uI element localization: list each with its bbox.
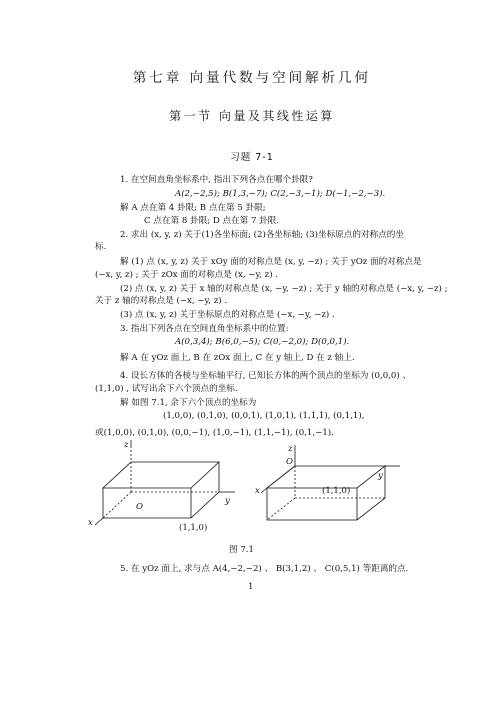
section-title: 第一节 向量及其线性运算: [169, 109, 335, 123]
q4-line1: 4. 设长方体的各棱与坐标轴平行, 已知长方体的两个顶点的坐标为 (0,0,0) 、: [120, 371, 412, 381]
q3-text: 3. 指出下列各点在空间直角坐标系中的位置:: [120, 324, 289, 334]
a2-2-line1: (2) 点 (x, y, z) 关于 x 轴的对称点是 (x, −y, −z) ; 关于 y 轴的对称点是 (−x, y, −z) ;: [120, 284, 448, 294]
page-number: 1: [248, 582, 254, 592]
a4-coords1: (1,0,0), (0,1,0), (0,0,1), (1,0,1), (1,1,1), (0,1,1),: [163, 411, 365, 421]
a2-1-line2: (−x, y, z) ; 关于 zOx 面的对称点是 (x, −y, z) .: [95, 270, 279, 280]
a1-line2: C 点在第 8 卦限; D 点在第 7 卦限.: [144, 216, 280, 226]
point-label-left: (1,1,0): [179, 523, 208, 533]
a3-line: 解 A 在 yOz 面上, B 在 zOx 面上, C 在 y 轴上, D 在 z 轴上.: [120, 353, 355, 363]
origin-label-left: O: [136, 502, 143, 512]
exercise-title: 习题 7-1: [230, 152, 274, 163]
axis-label-z-left: z: [124, 440, 129, 450]
axis-label-z-right: z: [288, 444, 293, 454]
q4-line2: (1,1,0) , 试写出余下六个顶点的坐标.: [95, 384, 238, 394]
chapter-title: 第七章 向量代数与空间解析几何: [132, 70, 372, 86]
q1-text: 1. 在空间直角坐标系中, 指出下列各点在哪个卦限?: [120, 175, 313, 185]
origin-label-right: O: [286, 457, 293, 467]
axis-label-y-left: y: [225, 496, 230, 506]
axis-label-x-left: x: [88, 518, 93, 528]
figure-7-1: [85, 440, 425, 540]
figure-caption: 图 7.1: [229, 545, 254, 555]
q2-text: 2. 求出 (x, y, z) 关于(1)各坐标面; (2)各坐标轴; (3)坐标原点的对称点的坐: [120, 230, 404, 240]
q3-points: A(0,3,4); B(6,0,−5); C(0,−2,0); D(0,0,1).: [175, 337, 350, 347]
axis-label-y-right: y: [378, 471, 383, 481]
point-label-right: (1,1,0): [322, 486, 351, 496]
axis-label-x-right: x: [255, 486, 260, 496]
q5-text: 5. 在 yOz 面上, 求与点 A(4,−2,−2) 、 B(3,1,2) 、 C(0,5,1) 等距离的点.: [120, 564, 409, 574]
q2-text-cont: 标.: [95, 242, 107, 252]
a4-coords2: 或(1,0,0), (0,1,0), (0,0,−1), (1,0,−1), (1,1,−1), (0,1,−1).: [95, 428, 334, 438]
a2-2-line2: 关于 z 轴的对称点是 (−x, −y, z) .: [95, 296, 228, 306]
a1-line1: 解 A 点在第 4 卦限; B 点在第 5 卦限;: [120, 203, 266, 213]
a4-line1: 解 如图 7.1, 余下六个顶点的坐标为: [120, 398, 257, 408]
a2-1-line1: 解 (1) 点 (x, y, z) 关于 xOy 面的对称点是 (x, y, −z) ; 关于 yOz 面的对称点是: [120, 257, 422, 267]
q1-points: A(2,−2,5); B(1,3,−7); C(2,−3,−1); D(−1,−2,−3).: [175, 189, 386, 199]
a2-3-line: (3) 点 (x, y, z) 关于坐标原点的对称点是 (−x, −y, −z) .: [120, 310, 335, 320]
